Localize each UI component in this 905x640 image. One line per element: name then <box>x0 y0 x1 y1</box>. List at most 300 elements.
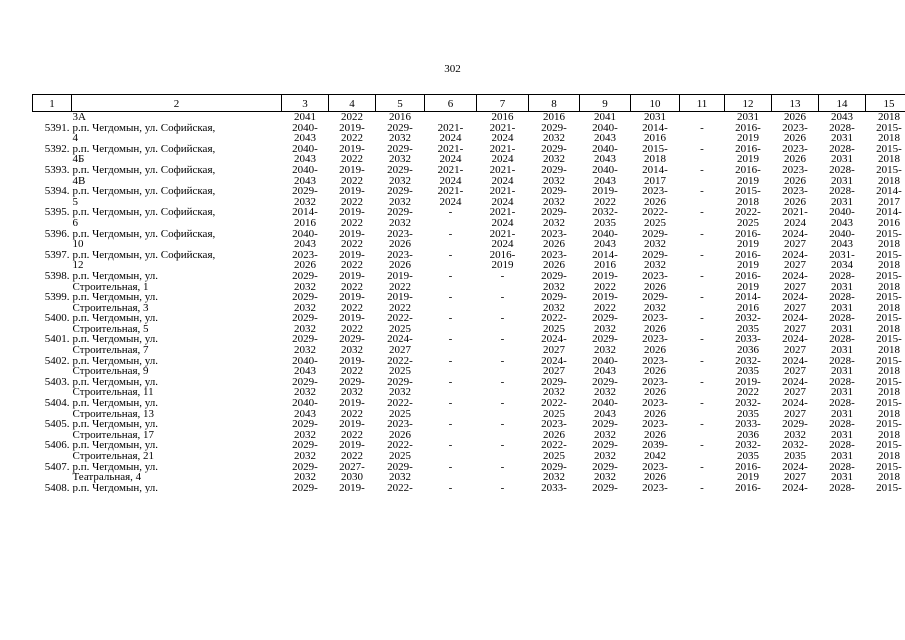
period-cell: 2041 <box>594 111 616 123</box>
address-cell: р.п. Чегдомын, ул. Строительная, 1 <box>72 270 159 293</box>
period-cell: 2029- 2032 <box>339 334 365 356</box>
period-cell: 2015- 2018 <box>876 398 902 420</box>
period-cell: 2023- 2026 <box>642 419 668 441</box>
address-cell: р.п. Чегдомын, ул. <box>72 482 159 494</box>
address-cell: р.п. Чегдомын, ул. Строительная, 17 <box>72 419 159 441</box>
period-cell: 2032- 2035 <box>592 207 618 229</box>
period-cell: 2019- 2022 <box>339 270 365 293</box>
period-cell: - <box>700 419 704 431</box>
row-number: 5399. <box>44 292 70 304</box>
period-cell: - <box>500 440 505 452</box>
period-cell: 2014- 2016 <box>642 122 668 144</box>
address-cell: р.п. Чегдомын, ул. Софийская, 4В <box>72 164 216 187</box>
period-cell: 2019- 2022 <box>339 419 365 441</box>
period-cell: 2029- 2032 <box>541 376 567 399</box>
period-cell: 2029- 2032 <box>292 419 318 441</box>
period-cell: 2028- 2031 <box>829 122 855 144</box>
period-cell: 2029- 2032 <box>541 461 567 483</box>
period-cell: - <box>448 461 453 473</box>
period-cell: 2031 <box>737 111 759 123</box>
period-cell: 2024- 2027 <box>782 376 808 399</box>
table-row <box>33 419 905 440</box>
table-row <box>33 144 905 165</box>
period-cell: 2032- 2035 <box>782 440 808 462</box>
period-cell: 2019- 2022 <box>592 270 618 293</box>
period-cell: 2015- 2018 <box>876 249 902 271</box>
period-cell: 2015- 2018 <box>876 143 902 165</box>
period-cell: - <box>500 376 505 388</box>
period-cell: 2040- 2043 <box>592 164 618 187</box>
period-cell: 2024- 2027 <box>782 398 808 420</box>
table-row <box>33 186 905 207</box>
period-cell: - <box>448 334 453 346</box>
row-number: 5404. <box>44 398 70 410</box>
period-cell: 2040- 2043 <box>829 207 855 229</box>
period-cell: 2029- 2032 <box>387 143 413 165</box>
period-cell: 2019- 2022 <box>592 186 618 208</box>
period-cell: 2022- <box>387 482 413 494</box>
period-cell: - <box>500 334 505 346</box>
table-row <box>33 165 905 186</box>
period-cell: 2022- 2025 <box>387 398 413 420</box>
period-cell: 2029- <box>592 482 618 494</box>
table-header-row <box>33 95 905 112</box>
period-cell: 2029- 2032 <box>292 313 318 335</box>
table-row <box>33 250 905 271</box>
period-cell: - <box>500 482 505 494</box>
period-cell: 2022- 2025 <box>387 355 413 377</box>
column-header: 10 <box>631 95 680 112</box>
period-cell: 2023- 2026 <box>642 270 668 293</box>
period-cell: 2023- 2026 <box>387 249 413 271</box>
address-cell: 3А <box>72 111 86 123</box>
period-cell: 2029- 2032 <box>541 207 567 229</box>
period-cell: 2029- 2032 <box>642 292 668 314</box>
address-cell: р.п. Чегдомын, ул. Строительная, 7 <box>72 334 159 356</box>
period-cell: 2041 <box>294 111 316 123</box>
row-number: 5392. <box>44 143 70 155</box>
column-header: 1 <box>33 95 72 112</box>
period-cell: 2032- 2035 <box>735 398 761 420</box>
table-row <box>33 123 905 144</box>
period-cell: 2019- 2022 <box>339 249 365 271</box>
period-cell: 2026 <box>784 111 806 123</box>
period-cell: 2021- 2024 <box>489 164 516 187</box>
period-cell: 2019- 2022 <box>339 122 365 144</box>
period-cell: 2016- 2019 <box>735 249 761 271</box>
period-cell: 2040- 2043 <box>292 143 318 165</box>
period-cell: 2015- 2018 <box>876 164 902 187</box>
period-cell: 2016- <box>735 482 761 494</box>
column-header: 7 <box>477 95 529 112</box>
table-row <box>33 271 905 292</box>
column-header: 8 <box>529 95 580 112</box>
row-number: 5393. <box>44 164 70 176</box>
period-cell: - <box>700 292 704 304</box>
period-cell: 2029- 2032 <box>387 164 413 187</box>
period-cell: 2028- 2031 <box>829 376 855 399</box>
period-cell: - <box>700 122 704 134</box>
period-cell: - <box>500 419 505 431</box>
address-cell: р.п. Чегдомын, ул. Строительная, 9 <box>72 355 159 377</box>
period-cell: 2023- 2026 <box>292 249 318 271</box>
period-cell: 2029- 2032 <box>292 186 318 208</box>
period-cell: - <box>700 461 704 473</box>
period-cell: 2023- <box>642 482 668 494</box>
table-row <box>33 356 905 377</box>
period-cell: 2028- 2031 <box>829 164 855 187</box>
period-cell: 2022- 2025 <box>735 207 761 229</box>
period-cell: - <box>500 355 505 367</box>
period-cell: 2033- <box>541 482 567 494</box>
period-cell: 2023- 2026 <box>541 228 567 250</box>
period-cell: 2021- 2024 <box>782 207 808 229</box>
address-cell: р.п. Чегдомын, ул. Строительная, 3 <box>72 292 159 314</box>
period-cell: 2023- 2026 <box>387 228 413 250</box>
period-cell: - <box>700 440 704 452</box>
period-cell: 2029- 2032 <box>292 376 318 399</box>
period-cell: 2029- 2032 <box>541 186 567 208</box>
period-cell: 2029- 2032 <box>592 334 618 356</box>
period-cell: - <box>500 313 505 325</box>
period-cell: 2028- 2031 <box>829 270 855 293</box>
period-cell: 2015- 2018 <box>735 186 761 208</box>
period-cell: 2028- 2031 <box>829 292 855 314</box>
period-cell: 2023- 2026 <box>387 419 413 441</box>
period-cell: 2032- 2035 <box>735 440 761 462</box>
period-cell: 2016 <box>389 111 411 123</box>
row-number: 5408. <box>44 482 70 494</box>
period-cell: - <box>700 164 704 176</box>
period-cell: 2014- 2016 <box>292 207 318 229</box>
period-cell: 2029- 2032 <box>592 313 618 335</box>
period-cell: 2023- 2026 <box>642 461 668 483</box>
period-cell <box>425 112 477 123</box>
period-cell: 2029- 2032 <box>387 122 413 144</box>
row-number: 5398. <box>44 270 70 282</box>
period-cell: - <box>448 249 453 261</box>
period-cell: 2024- 2027 <box>782 228 808 250</box>
period-cell: 2022- 2025 <box>387 440 413 462</box>
period-cell: - <box>500 461 505 473</box>
address-cell: р.п. Чегдомын, ул. Софийская, 4Б <box>72 143 216 165</box>
period-cell: 2021- 2024 <box>489 143 516 165</box>
period-cell: 2029- 2032 <box>642 228 668 250</box>
period-cell: 2029- 2032 <box>387 186 413 208</box>
period-cell: 2029- 2032 <box>292 270 318 293</box>
period-cell: 2016- 2019 <box>735 461 761 483</box>
period-cell: 2019- 2022 <box>387 292 413 314</box>
table-row <box>33 229 905 250</box>
row-number: 5406. <box>44 440 70 452</box>
period-cell: - <box>448 398 453 410</box>
page-number: 302 <box>444 63 461 75</box>
period-cell: 2029- 2032 <box>592 419 618 441</box>
period-cell: 2022- 2025 <box>541 313 567 335</box>
period-cell: 2023- 2026 <box>541 249 567 271</box>
period-cell: 2016 <box>543 111 565 123</box>
period-cell: 2021- 2024 <box>437 122 464 144</box>
period-cell: 2024- 2027 <box>541 355 567 377</box>
period-cell: 2031 <box>644 111 666 123</box>
period-cell: - <box>448 228 453 240</box>
period-cell: 2023- 2026 <box>782 186 808 208</box>
row-number: 5403. <box>44 376 70 388</box>
period-cell: 2015- 2018 <box>876 440 902 462</box>
period-cell: 2023- 2026 <box>541 419 567 441</box>
address-cell: р.п. Чегдомын, ул. Софийская, 4 <box>72 122 216 144</box>
row-number: 5405. <box>44 419 70 431</box>
table-row <box>33 112 905 123</box>
period-cell: - <box>448 355 453 367</box>
period-cell: - <box>700 207 704 219</box>
period-cell: 2022 <box>341 111 363 123</box>
period-cell: 2015- 2018 <box>876 461 902 483</box>
table-row <box>33 483 905 494</box>
period-cell: 2031- 2034 <box>829 249 855 271</box>
address-cell: р.п. Чегдомын, ул. Строительная, 11 <box>72 376 159 399</box>
row-number: 5402. <box>44 355 70 367</box>
period-cell: 2028- 2031 <box>829 334 855 356</box>
row-number <box>33 112 72 123</box>
table-row <box>33 292 905 313</box>
row-number: 5400. <box>44 313 70 325</box>
period-cell: - <box>448 207 453 219</box>
row-number: 5394. <box>44 186 70 198</box>
period-cell: 2023- 2026 <box>642 186 668 208</box>
period-cell: 2015- 2018 <box>876 270 902 293</box>
period-cell: 2028- 2031 <box>829 398 855 420</box>
period-cell: 2019- 2022 <box>339 398 365 420</box>
period-cell: 2024- 2027 <box>782 461 808 483</box>
period-cell: 2023- 2026 <box>642 313 668 335</box>
column-header: 6 <box>425 95 477 112</box>
period-cell: - <box>700 249 704 261</box>
period-cell: 2021- 2024 <box>489 207 516 229</box>
address-cell: р.п. Чегдомын, ул. Софийская, 5 <box>72 186 216 208</box>
address-cell: р.п. Чегдомын, ул. Софийская, 12 <box>72 249 216 271</box>
column-header: 5 <box>376 95 425 112</box>
period-cell: - <box>448 292 453 304</box>
period-cell: 2023- 2026 <box>782 122 808 144</box>
period-cell: 2024- 2027 <box>387 334 413 356</box>
period-cell: 2016- 2019 <box>735 122 761 144</box>
period-cell <box>680 112 725 123</box>
period-cell: - <box>700 186 704 198</box>
period-cell: - <box>448 376 453 388</box>
period-cell: 2027- 2030 <box>339 461 365 483</box>
period-cell: 2032- 2035 <box>735 355 761 377</box>
period-cell: 2023- 2026 <box>642 334 668 356</box>
period-cell: - <box>700 334 704 346</box>
row-number: 5397. <box>44 249 70 261</box>
period-cell: 2016- 2019 <box>735 270 761 293</box>
period-cell: 2015- 2018 <box>876 334 902 356</box>
period-cell: - <box>500 270 505 282</box>
period-cell: 2024- 2027 <box>541 334 567 356</box>
period-cell: 2028- 2031 <box>829 143 855 165</box>
period-cell: 2024- 2027 <box>782 249 808 271</box>
period-cell: 2029- 2032 <box>642 249 668 271</box>
data-table <box>32 94 905 493</box>
period-cell: 2040- 2043 <box>292 398 318 420</box>
period-cell: 2019- 2022 <box>387 270 413 293</box>
address-cell: р.п. Чегдомын, ул. Строительная, 5 <box>72 313 159 335</box>
period-cell: 2029- <box>292 482 318 494</box>
period-cell: 2023- 2026 <box>782 164 808 187</box>
period-cell: 2019- 2022 <box>339 207 365 229</box>
period-cell: 2014- 2016 <box>592 249 618 271</box>
period-cell: 2039- 2042 <box>642 440 668 462</box>
period-cell: 2029- 2032 <box>541 164 567 187</box>
column-header: 2 <box>72 95 282 112</box>
period-cell: 2040- 2043 <box>592 398 618 420</box>
period-cell: 2040- 2043 <box>829 228 855 250</box>
period-cell: 2029- 2032 <box>387 376 413 399</box>
column-header: 3 <box>282 95 329 112</box>
period-cell: 2019- 2022 <box>339 440 365 462</box>
period-cell: 2024- 2027 <box>782 292 808 314</box>
period-cell: 2028- 2031 <box>829 440 855 462</box>
period-cell: 2016- 2019 <box>489 249 516 271</box>
period-cell: 2040- 2043 <box>592 355 618 377</box>
row-number: 5395. <box>44 207 70 219</box>
period-cell: 2029- 2032 <box>782 419 808 441</box>
period-cell: - <box>700 143 704 155</box>
period-cell: 2024- 2027 <box>782 334 808 356</box>
period-cell: 2015- 2018 <box>876 419 902 441</box>
period-cell: 2019- <box>339 482 365 494</box>
table-row <box>33 440 905 461</box>
period-cell: 2019- 2022 <box>339 143 365 165</box>
period-cell: - <box>500 292 505 304</box>
period-cell: 2015- 2018 <box>876 355 902 377</box>
period-cell: 2023- 2026 <box>642 398 668 420</box>
table-row <box>33 334 905 355</box>
period-cell: 2021- 2024 <box>437 164 464 187</box>
period-cell: 2019- 2022 <box>339 313 365 335</box>
period-cell: 2029- 2032 <box>541 292 567 314</box>
period-cell: 2029- 2032 <box>292 440 318 462</box>
period-cell: 2024- <box>782 482 808 494</box>
period-cell: - <box>448 482 453 494</box>
period-cell: 2029- 2032 <box>292 461 318 483</box>
period-cell: 2014- 2017 <box>642 164 668 187</box>
period-cell: - <box>448 270 453 282</box>
period-cell: 2015- 2018 <box>876 292 902 314</box>
period-cell: 2021- 2024 <box>489 228 516 250</box>
period-cell: 2029- 2032 <box>387 207 413 229</box>
period-cell: 2019- 2022 <box>339 186 365 208</box>
period-cell: 2022- 2025 <box>387 313 413 335</box>
period-cell: 2028- <box>829 482 855 494</box>
period-cell: - <box>700 482 704 494</box>
period-cell: - <box>700 398 704 410</box>
period-cell: 2040- 2043 <box>292 355 318 377</box>
period-cell: 2032- 2035 <box>735 313 761 335</box>
period-cell: 2021- 2024 <box>489 186 516 208</box>
period-cell: 2029- 2032 <box>592 440 618 462</box>
period-cell: 2040- 2043 <box>292 164 318 187</box>
period-cell: 2028- 2031 <box>829 461 855 483</box>
period-cell: 2043 <box>831 111 853 123</box>
period-cell: 2029- 2032 <box>292 334 318 356</box>
period-cell: 2022- 2025 <box>541 398 567 420</box>
period-cell: 2021- 2024 <box>437 143 464 165</box>
period-cell: 2014- 2016 <box>876 207 902 229</box>
period-cell: 2024- 2027 <box>782 313 808 335</box>
period-cell: 2040- 2043 <box>592 143 618 165</box>
period-cell: 2024- 2027 <box>782 355 808 377</box>
period-cell: - <box>700 376 704 388</box>
column-header: 15 <box>866 95 905 112</box>
period-cell: 2028- 2031 <box>829 313 855 335</box>
period-cell: 2028- 2031 <box>829 355 855 377</box>
period-cell: 2023- 2026 <box>642 355 668 377</box>
period-cell: 2015- 2018 <box>876 228 902 250</box>
period-cell: 2016 <box>491 111 514 123</box>
period-cell: 2015- <box>876 482 902 494</box>
address-cell: р.п. Чегдомын, ул. Софийская, 6 <box>72 207 216 229</box>
period-cell: 2014- 2017 <box>876 186 902 208</box>
data-table-container <box>32 94 902 494</box>
period-cell: 2019- 2022 <box>339 228 365 250</box>
period-cell: - <box>448 419 453 431</box>
period-cell: 2016- 2019 <box>735 164 761 187</box>
period-cell: 2021- 2024 <box>437 186 464 208</box>
period-cell: 2029- 2032 <box>592 376 618 399</box>
period-cell: 2028- 2031 <box>829 186 855 208</box>
period-cell: 2022- 2025 <box>541 440 567 462</box>
period-cell: 2028- 2031 <box>829 419 855 441</box>
address-cell: р.п. Чегдомын, ул. Софийская, 10 <box>72 228 216 250</box>
column-header: 9 <box>580 95 631 112</box>
period-cell: 2033- 2036 <box>735 419 761 441</box>
period-cell: 2015- 2018 <box>876 376 902 399</box>
period-cell: 2023- 2026 <box>642 376 668 399</box>
row-number: 5396. <box>44 228 70 240</box>
table-row <box>33 377 905 398</box>
period-cell: 2040- 2043 <box>592 228 618 250</box>
period-cell: - <box>500 398 505 410</box>
column-header: 14 <box>819 95 866 112</box>
address-cell: р.п. Чегдомын, ул. Театральная, 4 <box>72 461 159 483</box>
period-cell: 2029- 2032 <box>592 461 618 483</box>
row-number: 5401. <box>44 334 70 346</box>
period-cell: 2029- 2032 <box>541 143 567 165</box>
period-cell: - <box>700 313 704 325</box>
period-cell: 2029- 2032 <box>541 270 567 293</box>
address-cell: р.п. Чегдомын, ул. Строительная, 13 <box>72 398 159 420</box>
table-row <box>33 313 905 334</box>
column-header: 13 <box>772 95 819 112</box>
period-cell: 2029- 2032 <box>292 292 318 314</box>
period-cell: 2021- 2024 <box>489 122 516 144</box>
period-cell: 2040- 2043 <box>592 122 618 144</box>
table-row <box>33 398 905 419</box>
period-cell: 2016- 2019 <box>735 228 761 250</box>
period-cell: 2019- 2022 <box>735 376 761 399</box>
period-cell: 2029- 2032 <box>541 122 567 144</box>
period-cell: 2040- 2043 <box>292 228 318 250</box>
row-number: 5391. <box>44 122 70 134</box>
period-cell: 2015- 2018 <box>876 313 902 335</box>
period-cell: 2019- 2022 <box>339 292 365 314</box>
period-cell: 2033- 2036 <box>735 334 761 356</box>
column-header: 4 <box>329 95 376 112</box>
period-cell: 2018 <box>878 111 900 123</box>
table-body <box>33 112 905 494</box>
